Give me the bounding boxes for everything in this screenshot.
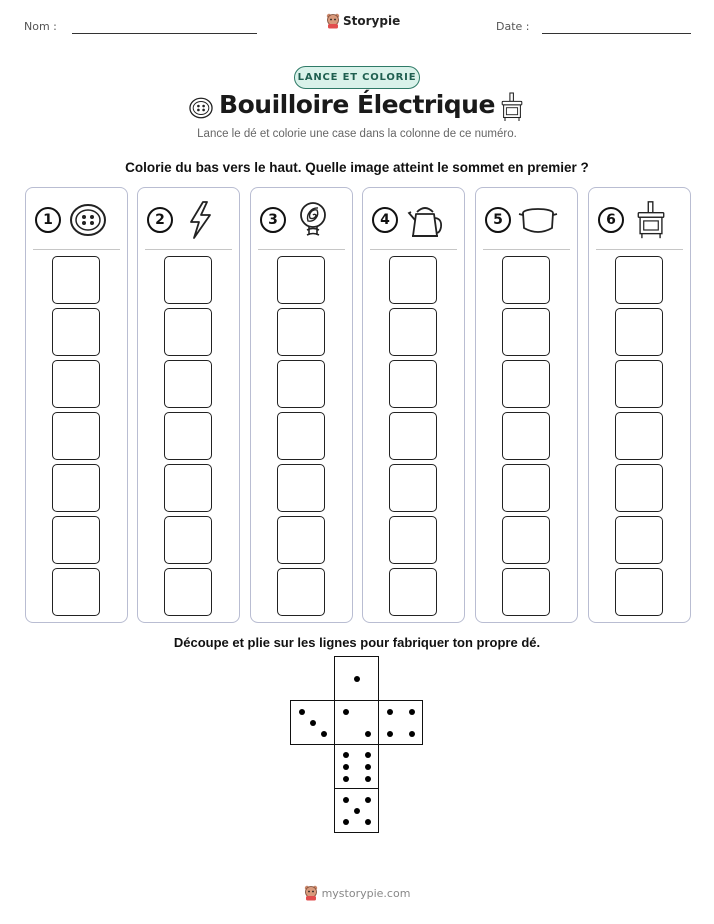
column-divider	[370, 249, 457, 250]
color-cell[interactable]	[502, 256, 550, 304]
cut-instruction: Découpe et plie sur les lignes pour fabriquer ton propre dé.	[173, 635, 541, 650]
brand-logo	[326, 13, 400, 29]
color-cell[interactable]	[615, 308, 663, 356]
footer	[0, 885, 714, 901]
color-cell[interactable]	[502, 516, 550, 564]
color-cell[interactable]	[615, 412, 663, 460]
die-face-4	[378, 700, 423, 745]
die-pip	[365, 776, 371, 782]
color-cell[interactable]	[615, 568, 663, 616]
color-cell[interactable]	[615, 464, 663, 512]
color-cell[interactable]	[502, 360, 550, 408]
stove-icon	[631, 200, 671, 240]
color-cell[interactable]	[277, 256, 325, 304]
name-line[interactable]	[72, 33, 257, 34]
color-cell[interactable]	[389, 464, 437, 512]
color-cell[interactable]	[277, 308, 325, 356]
column-divider	[33, 249, 120, 250]
column-number: 6	[598, 207, 624, 233]
die-pip	[365, 797, 371, 803]
die-pip	[365, 731, 371, 737]
column-number: 3	[260, 207, 286, 233]
die-face-3	[290, 700, 335, 745]
column-2	[137, 187, 240, 623]
subtitle: Lance le dé et colorie une case dans la colonne de ce numéro.	[197, 128, 517, 140]
color-cell[interactable]	[277, 568, 325, 616]
color-cell[interactable]	[52, 568, 100, 616]
color-cell[interactable]	[615, 516, 663, 564]
die-face-2	[334, 700, 379, 745]
color-cell[interactable]	[52, 464, 100, 512]
date-label: Date :	[496, 20, 530, 33]
column-header	[589, 196, 690, 252]
column-number: 1	[35, 207, 61, 233]
color-cell[interactable]	[389, 516, 437, 564]
activity-badge: LANCE ET COLORIE	[294, 66, 420, 89]
color-cell[interactable]	[164, 360, 212, 408]
color-cell[interactable]	[52, 256, 100, 304]
instruction: Colorie du bas vers le haut. Quelle image atteint le sommet en premier ?	[125, 160, 589, 175]
lightning-icon	[180, 200, 220, 240]
die-pip	[343, 776, 349, 782]
color-cell[interactable]	[164, 308, 212, 356]
button-icon	[68, 200, 108, 240]
color-cell[interactable]	[52, 360, 100, 408]
column-header	[363, 196, 464, 252]
die-face-6	[334, 744, 379, 789]
die-pip	[409, 709, 415, 715]
kettle-icon	[405, 200, 445, 240]
brand-name: Storypie	[343, 14, 401, 28]
die-pip	[343, 797, 349, 803]
column-header	[251, 196, 352, 252]
die-pip	[354, 676, 360, 682]
color-cell[interactable]	[389, 412, 437, 460]
stove-icon	[498, 91, 526, 123]
color-cell[interactable]	[164, 412, 212, 460]
die-pip	[387, 709, 393, 715]
die-pip	[310, 720, 316, 726]
color-cell[interactable]	[389, 568, 437, 616]
color-cell[interactable]	[164, 568, 212, 616]
bear-mascot-icon	[326, 13, 340, 29]
column-1	[25, 187, 128, 623]
color-cell[interactable]	[389, 256, 437, 304]
die-pip	[365, 819, 371, 825]
die-pip	[343, 752, 349, 758]
die-pip	[321, 731, 327, 737]
pot-icon	[518, 200, 558, 240]
color-cell[interactable]	[277, 360, 325, 408]
column-6	[588, 187, 691, 623]
column-header	[26, 196, 127, 252]
color-cell[interactable]	[389, 360, 437, 408]
color-cell[interactable]	[164, 256, 212, 304]
die-pip	[354, 808, 360, 814]
column-4	[362, 187, 465, 623]
color-cell[interactable]	[277, 412, 325, 460]
column-number: 5	[485, 207, 511, 233]
color-cell[interactable]	[502, 308, 550, 356]
column-header	[476, 196, 577, 252]
color-cell[interactable]	[615, 256, 663, 304]
color-cell[interactable]	[389, 308, 437, 356]
die-face-5	[334, 788, 379, 833]
color-cell[interactable]	[502, 568, 550, 616]
color-cell[interactable]	[52, 308, 100, 356]
color-cell[interactable]	[277, 516, 325, 564]
die-pip	[409, 731, 415, 737]
bear-mascot-icon	[304, 885, 318, 901]
column-header	[138, 196, 239, 252]
die-pip	[343, 764, 349, 770]
color-cell[interactable]	[615, 360, 663, 408]
die-pip	[299, 709, 305, 715]
column-number: 2	[147, 207, 173, 233]
column-divider	[596, 249, 683, 250]
color-cell[interactable]	[277, 464, 325, 512]
name-label: Nom :	[24, 20, 57, 33]
date-line[interactable]	[542, 33, 691, 34]
die-pip	[343, 709, 349, 715]
die-pip	[365, 752, 371, 758]
die-pip	[365, 764, 371, 770]
color-cell[interactable]	[502, 412, 550, 460]
color-cell[interactable]	[164, 516, 212, 564]
color-cell[interactable]	[52, 516, 100, 564]
column-number: 4	[372, 207, 398, 233]
column-divider	[258, 249, 345, 250]
footer-url[interactable]: mystorypie.com	[321, 886, 411, 900]
die-pip	[387, 731, 393, 737]
column-5	[475, 187, 578, 623]
die-pip	[343, 819, 349, 825]
lollipop-icon	[293, 200, 333, 240]
color-cell[interactable]	[502, 464, 550, 512]
color-cell[interactable]	[52, 412, 100, 460]
die-face-1	[334, 656, 379, 701]
column-divider	[145, 249, 232, 250]
column-3	[250, 187, 353, 623]
color-cell[interactable]	[164, 464, 212, 512]
column-divider	[483, 249, 570, 250]
page-title: Bouilloire Électrique	[219, 90, 495, 119]
